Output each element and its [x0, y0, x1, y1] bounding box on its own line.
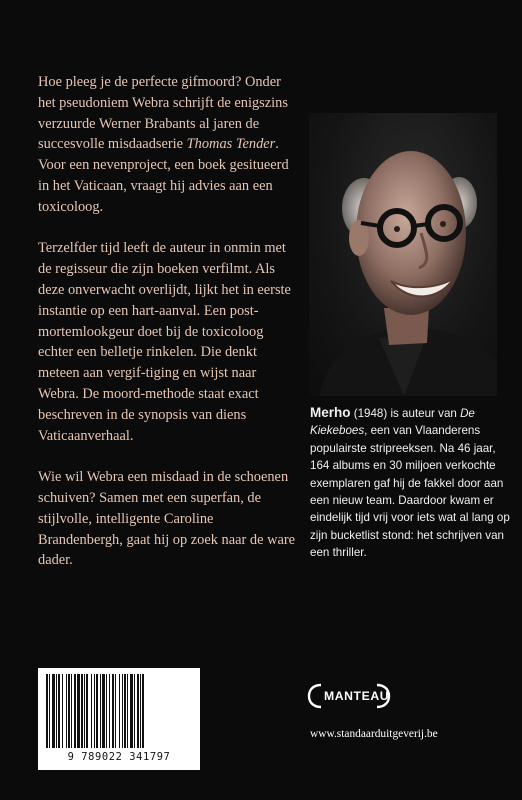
publisher-url: www.standaarduitgeverij.be: [310, 728, 438, 740]
barcode-bar: [142, 674, 144, 748]
bio-text-1: is auteur van: [387, 407, 461, 420]
author-bio: [310, 404, 510, 562]
barcode-bar: [56, 674, 57, 748]
blurb-paragraph-3: Wie wil Webra een misdaad in de schoenen schuiven? Samen met een superfan, de stijlvolle, intelligente Caroline Brandenbergh, gaat hij op zoek naar de ware dader.: [38, 469, 296, 569]
barcode-bar: [130, 674, 133, 748]
barcode-bar: [62, 674, 63, 748]
barcode-bar: [74, 674, 76, 748]
author-portrait-icon: [309, 113, 497, 396]
barcode-bar: [109, 674, 110, 748]
isbn-barcode: [38, 668, 200, 770]
barcode-bar: [127, 674, 128, 748]
barcode-bar: [91, 674, 92, 748]
barcode-bar: [134, 674, 135, 748]
barcode-bar: [71, 674, 72, 748]
barcode-bar: [84, 674, 85, 748]
blurb-paragraph-2: Terzelfder tijd leeft de auteur in onmin met de regisseur die zijn boeken verfilmt. Als deze onverwacht overlijdt, lijkt het in eerste instantie op een hart-aanval. Een post-mortemlookgeur doet bij de toxicoloog echter een belletje rinkelen. Die denkt meteen aan vergif-tiging en wijst naar Webra. De moord-methode staat exact beschreven in de synopsis van diens Vaticaanverhaal.: [38, 240, 291, 444]
blurb-p1-before: Hoe pleeg je de perfecte gifmoord? Onder het pseudoniem Webra schrijft de enigszins verzuurde Werner Brabants al jaren de succesvolle misdaadserie: [38, 74, 288, 153]
barcode-bar: [86, 674, 88, 748]
author-photo: [309, 113, 497, 396]
blurb-paragraph-1: [38, 72, 300, 218]
barcode-bar: [49, 674, 50, 748]
back-cover-blurb: [38, 72, 300, 592]
barcode-bar: [112, 674, 114, 748]
barcode-bar: [124, 674, 126, 748]
barcode-bar: [115, 674, 116, 748]
barcode-bar: [94, 674, 95, 748]
barcode-digits: 9 789022 341797: [67, 751, 171, 763]
barcode-bar: [102, 674, 105, 748]
series-title-thomas-tender: Thomas Tender: [186, 136, 276, 153]
barcode-bar: [106, 674, 107, 748]
barcode-bar: [58, 674, 60, 748]
barcode-bar: [68, 674, 70, 748]
barcode-bar: [119, 674, 120, 748]
barcode-bars: [42, 674, 196, 750]
barcode-bar: [122, 674, 123, 748]
barcode-bar: [96, 674, 98, 748]
author-name: Merho: [310, 405, 351, 420]
publisher-logo-text: MANTEAU: [324, 689, 390, 703]
series-title-kiekeboes: De Kiekeboes: [310, 407, 475, 438]
barcode-bar: [52, 674, 55, 748]
bio-text-2: , een van Vlaanderens populairste stripreeksen. Na 46 jaar, 164 albums en 30 miljoen verkochte exemplaren gaf hij de fakkel door aan een nieuw team. Daardoor kwam er eindelijk tijd vrij voor iets wat al lang op zijn bucketlist stond: het schrijven van een thriller.: [310, 424, 510, 560]
barcode-bar: [137, 674, 139, 748]
barcode-bar: [66, 674, 67, 748]
barcode-bar: [140, 674, 141, 748]
barcode-bar: [77, 674, 80, 748]
barcode-bar: [81, 674, 83, 748]
blurb-p1-after: . Voor een nevenproject, een boek gesitueerd in het Vaticaan, vraagt hij advies aan een toxicoloog.: [38, 136, 289, 215]
barcode-bar: [46, 674, 48, 748]
barcode-bar: [100, 674, 101, 748]
author-birth-year: (1948): [350, 407, 388, 420]
